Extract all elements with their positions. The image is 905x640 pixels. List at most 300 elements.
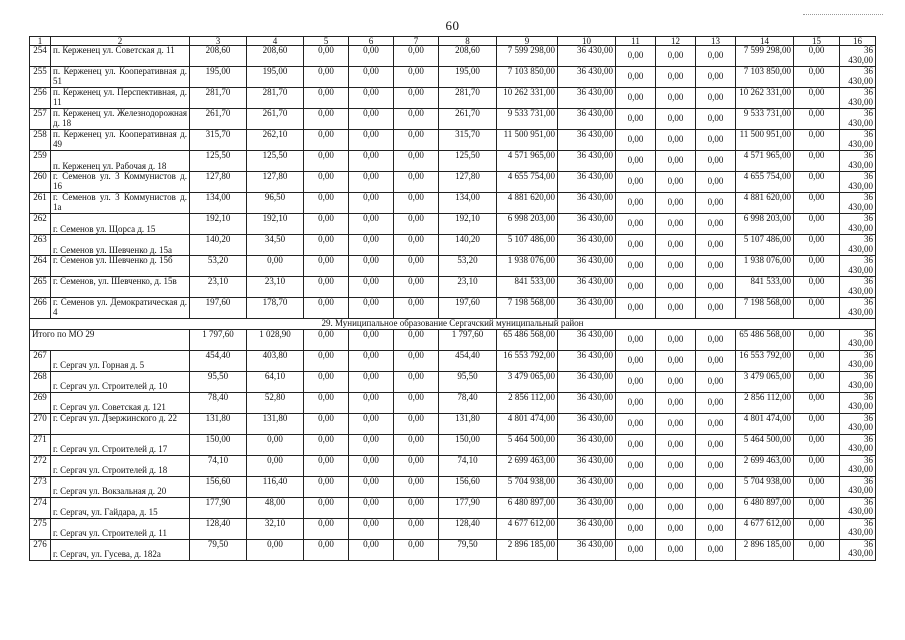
unit-cost-cell: 36 430,00 <box>558 371 616 392</box>
value-cell: 0,00 <box>794 277 840 298</box>
value-cell: 0,00 <box>794 392 840 413</box>
row-number-cell: 259 <box>30 151 51 172</box>
value-cell: 0,00 <box>304 193 349 214</box>
value-cell: 0,00 <box>304 109 349 130</box>
table-row <box>30 392 876 413</box>
value-cell: 0,00 <box>696 109 736 130</box>
value-cell: 0,00 <box>304 235 349 256</box>
cost-cell: 3 479 065,00 <box>497 371 558 392</box>
cost-cell: 5 464 500,00 <box>497 434 558 455</box>
area-cell: 197,60 <box>190 298 247 319</box>
area-cell: 79,50 <box>190 539 247 560</box>
value-cell: 0,00 <box>304 298 349 319</box>
unit-cost-cell: 36 430,00 <box>840 371 876 392</box>
value-cell: 0,00 <box>349 476 394 497</box>
row-number-cell: 272 <box>30 455 51 476</box>
area-cell: 127,80 <box>247 172 304 193</box>
area-cell: 96,50 <box>247 193 304 214</box>
column-header: 10 <box>558 37 616 46</box>
value-cell: 0,00 <box>349 277 394 298</box>
value-cell: 0,00 <box>696 67 736 88</box>
cost-cell: 9 533 731,00 <box>497 109 558 130</box>
row-number-cell: 258 <box>30 130 51 151</box>
cost-cell: 841 533,00 <box>497 277 558 298</box>
value-cell: 0,00 <box>616 518 656 539</box>
cost-cell: 5 107 486,00 <box>736 235 794 256</box>
area-cell: 125,50 <box>190 151 247 172</box>
area-cell: 34,50 <box>247 235 304 256</box>
area-cell: 0,00 <box>247 434 304 455</box>
table-row <box>30 434 876 455</box>
value-cell: 0,00 <box>616 497 656 518</box>
value-cell: 0,00 <box>696 277 736 298</box>
address-cell: г. Семенов ул. Демократическая д. 4 <box>51 298 190 319</box>
value-cell: 0,00 <box>394 392 439 413</box>
cost-cell: 841 533,00 <box>736 277 794 298</box>
table-row <box>30 88 876 109</box>
value-cell: 0,00 <box>696 539 736 560</box>
value-cell: 0,00 <box>394 151 439 172</box>
area-cell: 140,20 <box>190 235 247 256</box>
value-cell: 0,00 <box>696 434 736 455</box>
unit-cost-cell: 36 430,00 <box>840 67 876 88</box>
total-value-cell: 65 486 568,00 <box>497 329 558 350</box>
table-row <box>30 476 876 497</box>
value-cell: 0,00 <box>656 518 696 539</box>
row-number-cell: 268 <box>30 371 51 392</box>
table-row <box>30 350 876 371</box>
column-header: 15 <box>794 37 840 46</box>
value-cell: 0,00 <box>616 256 656 277</box>
row-number-cell: 256 <box>30 88 51 109</box>
address-cell: п. Керженец ул. Рабочая д. 18 <box>51 151 190 172</box>
cost-cell: 16 553 792,00 <box>736 350 794 371</box>
area-cell: 78,40 <box>190 392 247 413</box>
value-cell: 0,00 <box>696 350 736 371</box>
value-cell: 0,00 <box>349 88 394 109</box>
column-header: 5 <box>304 37 349 46</box>
address-cell: г. Сергач ул. Строителей д. 10 <box>51 371 190 392</box>
value-cell: 0,00 <box>696 151 736 172</box>
value-cell: 0,00 <box>349 256 394 277</box>
cost-cell: 7 198 568,00 <box>497 298 558 319</box>
cost-cell: 2 699 463,00 <box>497 455 558 476</box>
table-row <box>30 109 876 130</box>
area-cell: 23,10 <box>190 277 247 298</box>
cost-cell: 16 553 792,00 <box>497 350 558 371</box>
area-cell: 128,40 <box>439 518 497 539</box>
unit-cost-cell: 36 430,00 <box>840 214 876 235</box>
row-number-cell: 271 <box>30 434 51 455</box>
value-cell: 0,00 <box>304 350 349 371</box>
area-cell: 128,40 <box>190 518 247 539</box>
value-cell: 0,00 <box>794 434 840 455</box>
total-value-cell: 1 797,60 <box>190 329 247 350</box>
value-cell: 0,00 <box>696 392 736 413</box>
value-cell: 0,00 <box>794 130 840 151</box>
cost-cell: 5 704 938,00 <box>736 476 794 497</box>
value-cell: 0,00 <box>394 434 439 455</box>
total-value-cell: 0,00 <box>304 329 349 350</box>
value-cell: 0,00 <box>794 476 840 497</box>
unit-cost-cell: 36 430,00 <box>558 455 616 476</box>
unit-cost-cell: 36 430,00 <box>558 235 616 256</box>
table-row <box>30 371 876 392</box>
area-cell: 0,00 <box>247 539 304 560</box>
address-cell: п. Керженец ул. Перспективная, д. 11 <box>51 88 190 109</box>
value-cell: 0,00 <box>394 109 439 130</box>
value-cell: 0,00 <box>656 109 696 130</box>
value-cell: 0,00 <box>394 298 439 319</box>
area-cell: 95,50 <box>190 371 247 392</box>
cost-cell: 2 896 185,00 <box>736 539 794 560</box>
section-header-row <box>30 319 876 330</box>
cost-cell: 1 938 076,00 <box>497 256 558 277</box>
cost-cell: 4 571 965,00 <box>736 151 794 172</box>
column-header: 2 <box>51 37 190 46</box>
value-cell: 0,00 <box>616 371 656 392</box>
value-cell: 0,00 <box>349 151 394 172</box>
value-cell: 0,00 <box>394 172 439 193</box>
value-cell: 0,00 <box>616 392 656 413</box>
cost-cell: 4 677 612,00 <box>736 518 794 539</box>
total-value-cell: 0,00 <box>656 329 696 350</box>
area-cell: 125,50 <box>439 151 497 172</box>
value-cell: 0,00 <box>349 235 394 256</box>
unit-cost-cell: 36 430,00 <box>840 172 876 193</box>
unit-cost-cell: 36 430,00 <box>558 413 616 434</box>
cost-cell: 7 103 850,00 <box>497 67 558 88</box>
value-cell: 0,00 <box>394 518 439 539</box>
value-cell: 0,00 <box>794 518 840 539</box>
value-cell: 0,00 <box>349 518 394 539</box>
value-cell: 0,00 <box>696 130 736 151</box>
area-cell: 116,40 <box>247 476 304 497</box>
unit-cost-cell: 36 430,00 <box>840 88 876 109</box>
unit-cost-cell: 36 430,00 <box>840 46 876 67</box>
area-cell: 195,00 <box>439 67 497 88</box>
unit-cost-cell: 36 430,00 <box>558 277 616 298</box>
value-cell: 0,00 <box>616 109 656 130</box>
value-cell: 0,00 <box>696 214 736 235</box>
unit-cost-cell: 36 430,00 <box>558 434 616 455</box>
area-cell: 208,60 <box>190 46 247 67</box>
value-cell: 0,00 <box>616 193 656 214</box>
unit-cost-cell: 36 430,00 <box>558 298 616 319</box>
address-cell: г. Сергач ул. Строителей д. 11 <box>51 518 190 539</box>
table-row <box>30 518 876 539</box>
value-cell: 0,00 <box>304 130 349 151</box>
value-cell: 0,00 <box>349 392 394 413</box>
total-value-cell: 1 797,60 <box>439 329 497 350</box>
value-cell: 0,00 <box>394 46 439 67</box>
area-cell: 0,00 <box>247 455 304 476</box>
value-cell: 0,00 <box>794 193 840 214</box>
value-cell: 0,00 <box>656 46 696 67</box>
cost-cell: 6 998 203,00 <box>736 214 794 235</box>
unit-cost-cell: 36 430,00 <box>840 497 876 518</box>
value-cell: 0,00 <box>616 235 656 256</box>
value-cell: 0,00 <box>304 214 349 235</box>
column-header: 3 <box>190 37 247 46</box>
value-cell: 0,00 <box>349 371 394 392</box>
value-cell: 0,00 <box>696 476 736 497</box>
address-cell: г. Семенов ул. Щорса д. 15 <box>51 214 190 235</box>
value-cell: 0,00 <box>616 277 656 298</box>
total-value-cell: 0,00 <box>349 329 394 350</box>
value-cell: 0,00 <box>304 413 349 434</box>
value-cell: 0,00 <box>349 497 394 518</box>
unit-cost-cell: 36 430,00 <box>840 298 876 319</box>
area-cell: 192,10 <box>190 214 247 235</box>
area-cell: 156,60 <box>439 476 497 497</box>
value-cell: 0,00 <box>304 371 349 392</box>
value-cell: 0,00 <box>304 518 349 539</box>
cost-cell: 2 856 112,00 <box>736 392 794 413</box>
value-cell: 0,00 <box>304 67 349 88</box>
cost-cell: 11 500 951,00 <box>497 130 558 151</box>
area-cell: 127,80 <box>439 172 497 193</box>
area-cell: 134,00 <box>439 193 497 214</box>
value-cell: 0,00 <box>616 539 656 560</box>
registry-table <box>29 36 876 561</box>
total-value-cell: 0,00 <box>394 329 439 350</box>
area-cell: 150,00 <box>439 434 497 455</box>
value-cell: 0,00 <box>394 539 439 560</box>
value-cell: 0,00 <box>349 109 394 130</box>
area-cell: 454,40 <box>190 350 247 371</box>
area-cell: 64,10 <box>247 371 304 392</box>
value-cell: 0,00 <box>394 130 439 151</box>
cost-cell: 9 533 731,00 <box>736 109 794 130</box>
area-cell: 197,60 <box>439 298 497 319</box>
row-number-cell: 264 <box>30 256 51 277</box>
cost-cell: 7 599 298,00 <box>497 46 558 67</box>
unit-cost-cell: 36 430,00 <box>558 67 616 88</box>
cost-cell: 4 881 620,00 <box>736 193 794 214</box>
value-cell: 0,00 <box>394 413 439 434</box>
cost-cell: 4 801 474,00 <box>736 413 794 434</box>
value-cell: 0,00 <box>656 88 696 109</box>
address-cell: г. Сергач, ул. Гусева, д. 182а <box>51 539 190 560</box>
column-header: 8 <box>439 37 497 46</box>
value-cell: 0,00 <box>696 256 736 277</box>
value-cell: 0,00 <box>794 109 840 130</box>
unit-cost-cell: 36 430,00 <box>558 214 616 235</box>
area-cell: 74,10 <box>190 455 247 476</box>
value-cell: 0,00 <box>349 413 394 434</box>
column-header: 16 <box>840 37 876 46</box>
value-cell: 0,00 <box>656 539 696 560</box>
unit-cost-cell: 36 430,00 <box>840 539 876 560</box>
table-row <box>30 497 876 518</box>
area-cell: 134,00 <box>190 193 247 214</box>
value-cell: 0,00 <box>696 413 736 434</box>
address-cell: г. Сергач ул. Вокзальная д. 20 <box>51 476 190 497</box>
unit-cost-cell: 36 430,00 <box>840 413 876 434</box>
value-cell: 0,00 <box>656 277 696 298</box>
value-cell: 0,00 <box>616 214 656 235</box>
unit-cost-cell: 36 430,00 <box>558 130 616 151</box>
value-cell: 0,00 <box>394 277 439 298</box>
value-cell: 0,00 <box>616 151 656 172</box>
row-number-cell: 263 <box>30 235 51 256</box>
cost-cell: 4 571 965,00 <box>497 151 558 172</box>
value-cell: 0,00 <box>349 455 394 476</box>
value-cell: 0,00 <box>616 350 656 371</box>
area-cell: 261,70 <box>247 109 304 130</box>
row-number-cell: 266 <box>30 298 51 319</box>
unit-cost-cell: 36 430,00 <box>840 350 876 371</box>
area-cell: 131,80 <box>439 413 497 434</box>
address-cell: г. Сергач ул. Строителей д. 17 <box>51 434 190 455</box>
cost-cell: 2 896 185,00 <box>497 539 558 560</box>
column-header: 13 <box>696 37 736 46</box>
value-cell: 0,00 <box>794 235 840 256</box>
scan-artifact-line <box>803 14 883 15</box>
area-cell: 74,10 <box>439 455 497 476</box>
cost-cell: 5 464 500,00 <box>736 434 794 455</box>
area-cell: 125,50 <box>247 151 304 172</box>
unit-cost-cell: 36 430,00 <box>558 392 616 413</box>
table-row <box>30 67 876 88</box>
unit-cost-cell: 36 430,00 <box>840 130 876 151</box>
area-cell: 262,10 <box>247 130 304 151</box>
value-cell: 0,00 <box>656 130 696 151</box>
cost-cell: 5 107 486,00 <box>497 235 558 256</box>
area-cell: 192,10 <box>439 214 497 235</box>
table-row <box>30 539 876 560</box>
value-cell: 0,00 <box>656 235 696 256</box>
value-cell: 0,00 <box>616 298 656 319</box>
value-cell: 0,00 <box>394 88 439 109</box>
value-cell: 0,00 <box>794 46 840 67</box>
value-cell: 0,00 <box>616 434 656 455</box>
cost-cell: 7 599 298,00 <box>736 46 794 67</box>
area-cell: 281,70 <box>439 88 497 109</box>
value-cell: 0,00 <box>794 298 840 319</box>
area-cell: 281,70 <box>247 88 304 109</box>
value-cell: 0,00 <box>304 256 349 277</box>
area-cell: 48,00 <box>247 497 304 518</box>
value-cell: 0,00 <box>616 476 656 497</box>
area-cell: 127,80 <box>190 172 247 193</box>
area-cell: 403,80 <box>247 350 304 371</box>
column-header: 1 <box>30 37 51 46</box>
value-cell: 0,00 <box>304 151 349 172</box>
column-number-row <box>30 37 876 46</box>
unit-cost-cell: 36 430,00 <box>558 88 616 109</box>
value-cell: 0,00 <box>656 172 696 193</box>
value-cell: 0,00 <box>656 371 696 392</box>
value-cell: 0,00 <box>696 497 736 518</box>
area-cell: 79,50 <box>439 539 497 560</box>
column-header: 14 <box>736 37 794 46</box>
value-cell: 0,00 <box>349 172 394 193</box>
address-cell: п. Керженец ул. Кооперативная д. 51 <box>51 67 190 88</box>
unit-cost-cell: 36 430,00 <box>558 109 616 130</box>
area-cell: 53,20 <box>190 256 247 277</box>
area-cell: 261,70 <box>439 109 497 130</box>
value-cell: 0,00 <box>656 214 696 235</box>
column-header: 7 <box>394 37 439 46</box>
value-cell: 0,00 <box>394 350 439 371</box>
row-number-cell: 255 <box>30 67 51 88</box>
unit-cost-cell: 36 430,00 <box>840 235 876 256</box>
address-cell: г. Сергач ул. Строителей д. 18 <box>51 455 190 476</box>
table-row <box>30 130 876 151</box>
area-cell: 78,40 <box>439 392 497 413</box>
value-cell: 0,00 <box>794 151 840 172</box>
value-cell: 0,00 <box>696 46 736 67</box>
table-row <box>30 193 876 214</box>
row-number-cell: 275 <box>30 518 51 539</box>
area-cell: 131,80 <box>247 413 304 434</box>
total-value-cell: 0,00 <box>696 329 736 350</box>
area-cell: 454,40 <box>439 350 497 371</box>
row-number-cell: 261 <box>30 193 51 214</box>
unit-cost-cell: 36 430,00 <box>840 193 876 214</box>
column-header: 4 <box>247 37 304 46</box>
address-cell: г. Сергач, ул. Гайдара, д. 15 <box>51 497 190 518</box>
total-value-cell: 0,00 <box>794 329 840 350</box>
address-cell: г. Сергач ул. Дзержинского д. 22 <box>51 413 190 434</box>
table-row <box>30 214 876 235</box>
value-cell: 0,00 <box>616 46 656 67</box>
unit-cost-cell: 36 430,00 <box>558 193 616 214</box>
address-cell: г. Семенов ул. 3 Коммунистов д. 1а <box>51 193 190 214</box>
column-header: 11 <box>616 37 656 46</box>
value-cell: 0,00 <box>656 256 696 277</box>
cost-cell: 4 655 754,00 <box>736 172 794 193</box>
table-row <box>30 235 876 256</box>
area-cell: 208,60 <box>439 46 497 67</box>
area-cell: 195,00 <box>247 67 304 88</box>
value-cell: 0,00 <box>349 193 394 214</box>
area-cell: 23,10 <box>247 277 304 298</box>
value-cell: 0,00 <box>616 67 656 88</box>
value-cell: 0,00 <box>794 172 840 193</box>
cost-cell: 4 677 612,00 <box>497 518 558 539</box>
total-value-cell: 36 430,00 <box>558 329 616 350</box>
value-cell: 0,00 <box>304 476 349 497</box>
value-cell: 0,00 <box>304 172 349 193</box>
value-cell: 0,00 <box>394 67 439 88</box>
area-cell: 177,90 <box>190 497 247 518</box>
value-cell: 0,00 <box>304 277 349 298</box>
unit-cost-cell: 36 430,00 <box>840 392 876 413</box>
value-cell: 0,00 <box>349 46 394 67</box>
area-cell: 52,80 <box>247 392 304 413</box>
row-number-cell: 276 <box>30 539 51 560</box>
row-number-cell: 257 <box>30 109 51 130</box>
page-number: 60 <box>445 18 460 33</box>
area-cell: 192,10 <box>247 214 304 235</box>
cost-cell: 7 103 850,00 <box>736 67 794 88</box>
value-cell: 0,00 <box>394 455 439 476</box>
unit-cost-cell: 36 430,00 <box>840 277 876 298</box>
value-cell: 0,00 <box>696 172 736 193</box>
unit-cost-cell: 36 430,00 <box>558 518 616 539</box>
unit-cost-cell: 36 430,00 <box>840 109 876 130</box>
row-number-cell: 254 <box>30 46 51 67</box>
value-cell: 0,00 <box>794 88 840 109</box>
unit-cost-cell: 36 430,00 <box>558 172 616 193</box>
total-label: Итого по МО 29 <box>30 329 190 350</box>
unit-cost-cell: 36 430,00 <box>558 476 616 497</box>
address-cell: п. Керженец ул. Кооперативная д. 49 <box>51 130 190 151</box>
value-cell: 0,00 <box>304 46 349 67</box>
